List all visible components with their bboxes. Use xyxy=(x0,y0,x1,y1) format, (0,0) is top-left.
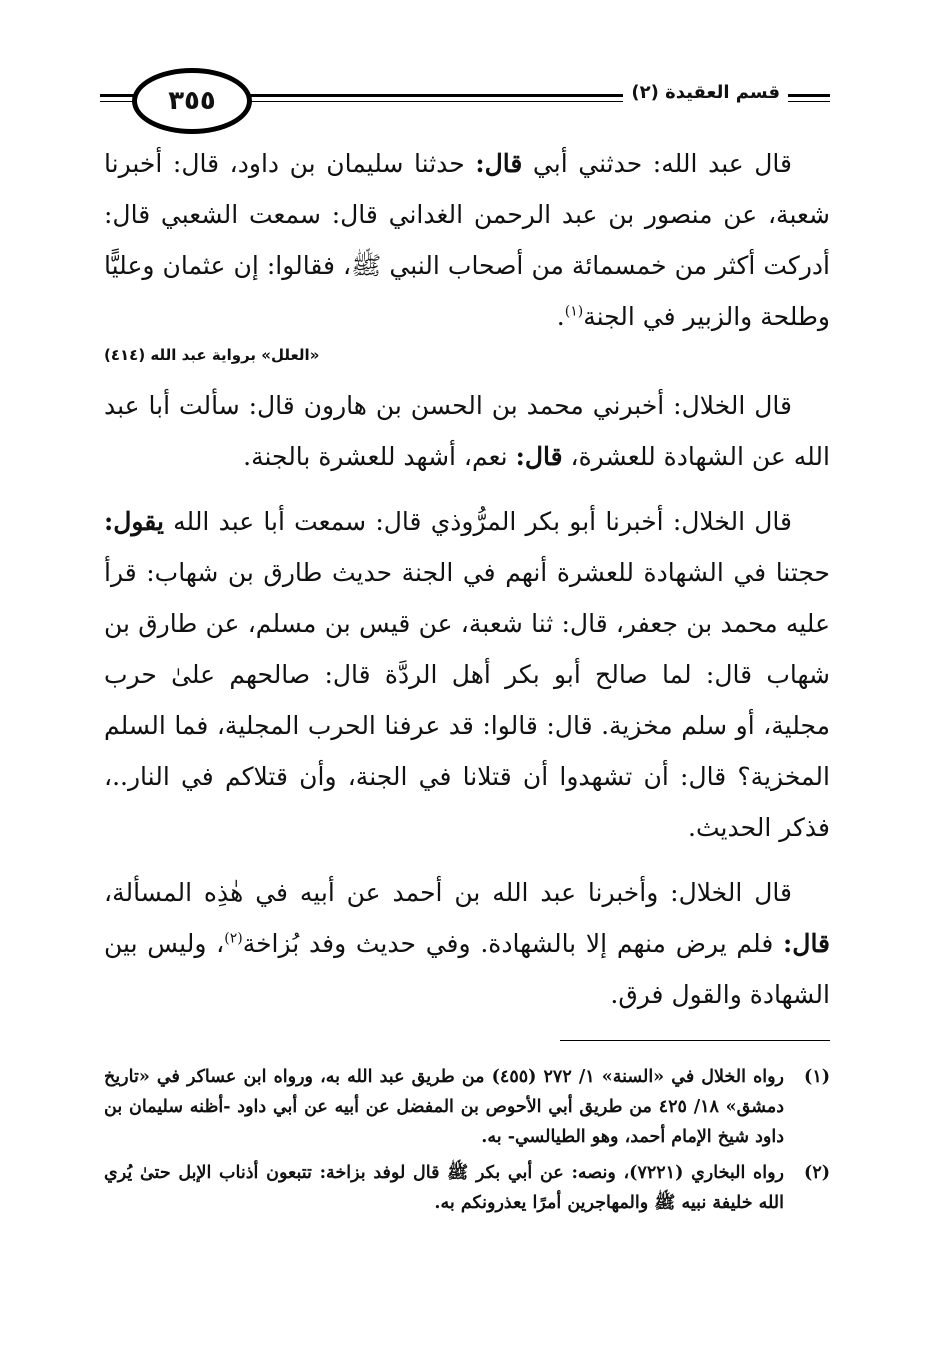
para2-text1: قال الخلال: أخبرني محمد بن الحسن بن هارون قال: سألت أبا عبد الله عن الشهادة للعشرة، xyxy=(104,391,830,471)
main-text xyxy=(104,138,830,1020)
paragraph-3 xyxy=(104,496,830,853)
paragraph-1 xyxy=(104,138,830,342)
source-citation: «العلل» برواية عبد الله (٤١٤) xyxy=(104,346,320,364)
para1-intro: قال عبد الله: حدثني أبي xyxy=(522,149,793,178)
para3-text1: قال الخلال: أخبرنا أبو بكر المرُّوذي قال: سمعت أبا عبد الله xyxy=(163,507,792,536)
footnote-1 xyxy=(104,1062,830,1152)
footnote-ref-2[interactable]: (٢) xyxy=(224,930,243,947)
para3-bold: يقول: xyxy=(104,507,164,536)
page-header xyxy=(100,58,830,138)
footnote-text: رواه البخاري (٧٢٢١)، ونصه: عن أبي بكر ﷺ قال لوفد بزاخة: تتبعون أذناب الإبل حتىٰ يُري الله خليفة نبيه ﷺ والمهاجرين أمرًا يعذرونكم به. xyxy=(104,1163,784,1213)
para4-text2: فلم يرض منهم إلا بالشهادة. وفي حديث وفد بُزاخة xyxy=(242,929,784,958)
footnote-number: (٢) xyxy=(804,1163,830,1183)
para4-text3: ، وليس بين الشهادة والقول فرق. xyxy=(104,929,830,1009)
footnote-separator xyxy=(560,1040,830,1041)
para4-text1: قال الخلال: وأخبرنا عبد الله بن أحمد عن أبيه في هٰذِه المسألة، xyxy=(104,878,792,907)
footnote-2 xyxy=(104,1158,830,1218)
footnote-number: (١) xyxy=(804,1067,830,1087)
para3-text2: حجتنا في الشهادة للعشرة أنهم في الجنة حديث طارق بن شهاب: قرأ عليه محمد بن جعفر، قال: ثنا شعبة، عن قيس بن مسلم، عن طارق بن شهاب قال: لما صالح أبو بكر أهل الردَّة قال: صالحهم علىٰ حرب مجلية، أو سلم مخزية. قال: قالوا: قد عرفنا الحرب المجلية، فما السلم المخزية؟ قال: أن تشهدوا أن قتلانا في الجنة، وأن قتلاكم في النار..، فذكر الحديث. xyxy=(104,558,830,842)
paragraph-4 xyxy=(104,867,830,1020)
para2-text2: نعم، أشهد للعشرة بالجنة. xyxy=(243,442,516,471)
footnote-text: رواه الخلال في «السنة» ١/ ٢٧٢ (٤٥٥) من طريق عبد الله به، ورواه ابن عساكر في «تاريخ دمشق» ١٨/ ٤٢٥ من طريق أبي الأحوص بن المفضل عن أبيه عن أبي داود -أظنه سليمان بن داود شيخ الإمام أحمد، وهو الطيالسي- به. xyxy=(104,1067,785,1147)
para4-bold: قال: xyxy=(783,929,831,958)
running-title: قسم العقيدة (٢) xyxy=(623,82,788,103)
page-number: ٣٥٥ xyxy=(132,68,252,134)
para1-bold: قال: xyxy=(475,149,523,178)
paragraph-2 xyxy=(104,380,830,482)
footnote-ref-1[interactable]: (١) xyxy=(564,303,584,320)
para2-bold: قال: xyxy=(515,442,563,471)
para1-text: حدثنا سليمان بن داود، قال: أخبرنا شعبة، عن منصور بن عبد الرحمن الغداني قال: سمعت الشعبي قال: أدركت أكثر من خمسمائة من أصحاب النبي ﷺ، فقالوا: إن عثمان وعليًّا وطلحة والزبير في الجنة xyxy=(104,149,830,331)
para1-end: . xyxy=(556,302,565,331)
footnotes xyxy=(104,1062,830,1224)
